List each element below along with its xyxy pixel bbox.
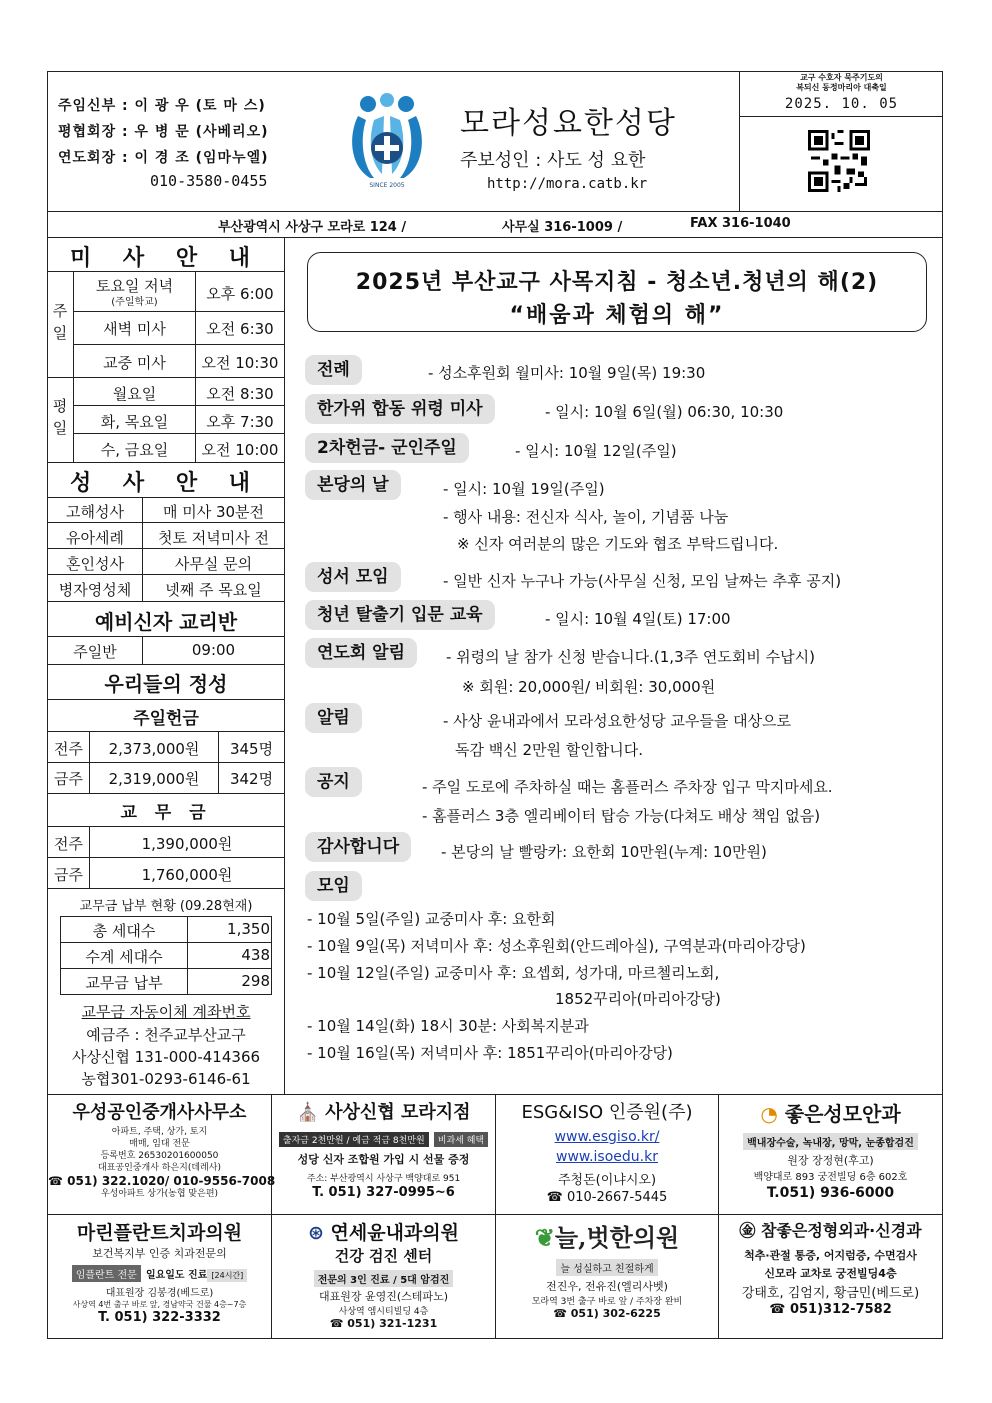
ad-phone: T.051) 936-6000 (766, 1185, 895, 1201)
tag-bible-study: 성서 모임 (305, 562, 401, 592)
divider (47, 548, 284, 549)
parish-fee-heading: 교 무 금 (120, 803, 212, 823)
notice-line: - 일시: 10월 4일(토) 17:00 (545, 610, 731, 628)
mass-time: 오전 6:30 (206, 320, 274, 338)
divider (47, 699, 284, 700)
meeting-line: - 10월 16일(목) 저녁미사 후: 1851꾸리아(마리아강당) (307, 1044, 673, 1062)
office-phone: 사무실 316-1009 / (502, 220, 623, 235)
account-holder: 예금주 : 천주교부산교구 (86, 1026, 246, 1044)
church-address: 부산광역시 사상구 모라로 124 / (218, 220, 407, 235)
ad-title: 좋은성모안과 (784, 1102, 901, 1126)
divider (47, 731, 284, 732)
parish-fee-amount: 1,760,000원 (141, 866, 233, 884)
ad-line: 신모라 교차로 궁전빌딩4층 (764, 1267, 897, 1280)
divider (73, 405, 284, 406)
parish-fee-amount: 1,390,000원 (141, 835, 233, 853)
ad-internal-clinic[interactable] (272, 1218, 495, 1330)
ad-line: [24시간] (207, 1269, 247, 1282)
tag-parish-day: 본당의 날 (305, 470, 401, 500)
tag-notice: 공지 (305, 767, 362, 797)
mass-name: 토요일 저녁 (95, 277, 174, 295)
ad-line: 아파트, 주택, 상가, 토지 (111, 1127, 208, 1137)
ad-line: 일요일도 진료 (145, 1270, 208, 1281)
mass-subname: (주일학교) (111, 297, 158, 308)
ad-phone: ☎ 051)312-7582 (769, 1302, 892, 1317)
pastor-name: 주임신부 : 이 광 우 (토 마 스) (58, 98, 266, 114)
divider (47, 636, 284, 637)
fax-number: FAX 316-1040 (690, 216, 791, 231)
ad-subtitle: 건강 검진 센터 (334, 1247, 433, 1265)
ad-orthopedic[interactable] (719, 1218, 942, 1317)
divider (60, 968, 272, 969)
ad-phone: ☎ 010-2667-5445 (546, 1190, 668, 1205)
divider (47, 211, 943, 212)
ad-link[interactable]: www.esgiso.kr/ (554, 1129, 660, 1145)
ad-phone: T. 051) 322-3332 (98, 1310, 221, 1325)
transfer-heading: 교무금 자동이체 계좌번호 (81, 1003, 251, 1021)
ad-line: 강태호, 김엄지, 황금민(베드로) (741, 1286, 920, 1301)
notice-line: - 일시: 10월 12일(주일) (515, 442, 677, 460)
sacrament-value: 사무실 문의 (174, 555, 253, 573)
notice-line: ※ 회원: 20,000원/ 비회원: 30,000원 (462, 678, 716, 696)
notice-line: - 주일 도로에 주차하실 때는 홈플러스 주차장 입구 막지마세요. (422, 778, 833, 796)
sacrament-name: 유아세례 (66, 529, 124, 547)
notice-line: ※ 신자 여러분의 많은 기도와 협조 부탁드립니다. (457, 535, 779, 553)
tag-announcement: 알림 (305, 703, 362, 733)
meeting-line: 1852꾸리아(마리아강당) (555, 990, 721, 1008)
ad-line: 전진우, 전유진(엘리사벳) (546, 1280, 668, 1293)
divider (47, 271, 284, 272)
ad-line: 주소: 부산광역시 사상구 백양대로 951 (306, 1174, 461, 1184)
credit-union-logo-icon: ⛪ (296, 1102, 319, 1123)
ad-line: 보건복지부 인증 치과전문의 (92, 1247, 227, 1260)
ad-line: 매매, 임대 전문 (129, 1139, 190, 1149)
ad-eye-clinic[interactable] (719, 1098, 942, 1201)
mass-time: 오전 8:30 (206, 385, 274, 403)
notice-line: 독감 백신 2만원 할인합니다. (455, 741, 644, 759)
divider (739, 116, 943, 117)
leaf-logo-icon: ❦ (534, 1223, 555, 1252)
account-number: 농협301-0293-6146-61 (81, 1070, 251, 1088)
ad-line: 우성아파트 상가(농협 맞은편) (100, 1189, 219, 1199)
ad-line: 척추·관절 통증, 어지럼증, 수면검사 (744, 1249, 917, 1262)
meeting-line: - 10월 14일(화) 18시 30분: 사회복지분과 (307, 1017, 589, 1035)
ad-realestate[interactable] (48, 1098, 276, 1200)
mass-name: 수, 금요일 (100, 441, 169, 459)
notice-line: - 홈플러스 3층 엘리베이터 탑승 가능(다쳐도 배상 책임 없음) (422, 807, 821, 825)
ad-line: 사상역 4번 출구 바로 앞, 경남약국 건물 4층~7층 (72, 1300, 247, 1309)
divider (47, 497, 284, 498)
ad-title: 마린플란트치과의원 (76, 1222, 243, 1244)
mass-time: 오후 7:30 (206, 413, 274, 431)
orthopedic-logo-icon: ㊎ (739, 1221, 756, 1240)
offering-heading: 우리들의 정성 (104, 672, 228, 696)
payment-status-heading: 교무금 납부 현황 (09.28현재) (79, 899, 253, 914)
ad-link[interactable]: www.isoedu.kr (556, 1149, 658, 1165)
website-link[interactable]: http://mora.catb.kr (487, 176, 648, 192)
ad-line: 출자금 2천만원 / 예금 적금 8천만원 (279, 1132, 429, 1147)
ad-title: ESG&ISO 인증원(주) (521, 1102, 693, 1123)
divider (47, 664, 284, 665)
sacrament-name: 병자영성체 (58, 581, 132, 599)
offering-amount: 2,319,000원 (108, 770, 200, 788)
sacraments-heading: 성 사 안 내 (70, 471, 262, 496)
divider (284, 237, 285, 1094)
notice-line: - 일반 신자 누구나 가능(사무실 신청, 모임 날짜는 추후 공지) (443, 572, 842, 590)
council-president: 평협회장 : 우 병 문 (사베리오) (58, 124, 269, 140)
divider (60, 942, 272, 943)
mass-time: 오전 10:30 (201, 354, 279, 372)
catechumen-time: 09:00 (191, 641, 236, 659)
ad-line: 주청돈(이냐시오) (557, 1173, 657, 1188)
weekday-label: 평 일 (52, 397, 68, 437)
meeting-line: - 10월 9일(목) 저녁미사 후: 성소후원회(안드레아실), 구역분과(마리아강당) (307, 937, 806, 955)
divider (47, 826, 284, 827)
ad-oriental-clinic[interactable] (496, 1218, 718, 1320)
notice-line: - 일시: 10월 19일(주일) (443, 480, 605, 498)
ad-line: 백내장수술, 녹내장, 망막, 눈종합검진 (743, 1133, 918, 1150)
mass-name: 화, 목요일 (100, 413, 169, 431)
eye-clinic-logo-icon: ◔ (760, 1102, 778, 1126)
mass-name: 교중 미사 (103, 354, 166, 372)
tag-youth-education: 청년 탈출기 입문 교육 (305, 600, 495, 630)
ad-phone: ☎ 051) 302-6225 (553, 1307, 661, 1320)
mass-name: 월요일 (112, 385, 157, 403)
status-label: 수계 세대수 (85, 948, 163, 966)
ad-line: 대표원장 윤영진(스테파노) (319, 1290, 448, 1303)
ad-line: 대표공인중개사 하은지(데레사) (98, 1163, 221, 1173)
sacrament-name: 혼인성사 (66, 555, 124, 573)
mass-time: 오전 10:00 (201, 441, 279, 459)
mass-heading: 미 사 안 내 (70, 246, 262, 271)
mass-time: 오후 6:00 (206, 285, 274, 303)
notice-line: - 일시: 10월 6일(월) 06:30, 10:30 (545, 403, 784, 421)
status-value: 438 (241, 946, 270, 964)
divider (47, 377, 284, 378)
sunday-offering-heading: 주일헌금 (133, 709, 199, 729)
bulletin-date: 2025. 10. 05 (784, 96, 899, 112)
svg-text:SINCE 2005: SINCE 2005 (369, 182, 405, 189)
ad-line: 늘 성실하고 친절하게 (556, 1259, 657, 1276)
divider (73, 344, 284, 345)
ad-dental[interactable] (48, 1218, 271, 1325)
sacrament-value: 첫토 저녁미사 전 (158, 529, 269, 547)
divider (47, 574, 284, 575)
qr-code-icon[interactable] (808, 130, 870, 192)
catechumen-heading: 예비신자 교리반 (94, 610, 238, 634)
notice-line: - 사상 윤내과에서 모라성요한성당 교우들을 대상으로 (443, 712, 792, 730)
ad-title: 늘,벗한의원 (554, 1223, 680, 1252)
divider (47, 762, 284, 763)
tag-liturgy: 전례 (305, 355, 362, 385)
ad-badge: 임플란트 전문 (72, 1265, 141, 1282)
notice-line: - 행사 내용: 전신자 식사, 놀이, 기념품 나눔 (443, 508, 729, 526)
pastoral-subtitle: “배움과 체험의 해” (509, 303, 725, 328)
divider (47, 462, 284, 463)
ad-phone: T. 051) 327-0995~6 (312, 1185, 455, 1200)
divider (47, 522, 284, 523)
church-logo-icon (344, 86, 430, 192)
notice-line: - 성소후원회 월미사: 10월 9일(목) 19:30 (428, 364, 706, 382)
divider (73, 433, 284, 434)
sacrament-value: 넷째 주 목요일 (165, 581, 262, 599)
ad-line: 모라역 3번 출구 바로 앞 / 주차장 완비 (531, 1297, 683, 1307)
parish-fee-week: 전주 (54, 835, 83, 853)
ad-line: 원장 장정현(후고) (787, 1154, 874, 1167)
ad-phone: ☎ 051) 321-1231 (329, 1317, 438, 1330)
ad-esg[interactable] (496, 1098, 718, 1205)
tag-senior-notice: 연도회 알림 (305, 638, 417, 668)
feast-note (740, 73, 943, 93)
tag-thanks: 감사합니다 (305, 832, 411, 862)
ad-line: 성당 신자 조합원 가입 시 선물 증정 (297, 1153, 470, 1166)
offering-count: 345명 (229, 740, 274, 758)
sacrament-value: 매 미사 30분전 (162, 503, 265, 521)
ad-line: 전문의 3인 진료 / 5대 암검진 (314, 1270, 454, 1287)
ad-line: 등록번호 26530201600050 (100, 1151, 219, 1161)
offering-week: 전주 (54, 740, 83, 758)
divider (47, 601, 284, 602)
feast-line: 교구 수호자 묵주기도의 (800, 73, 883, 82)
meeting-line: - 10월 5일(주일) 교중미사 후: 요한회 (307, 910, 556, 928)
senior-president: 연도회장 : 이 경 조 (임마누엘) (58, 150, 269, 166)
divider (47, 857, 284, 858)
status-label: 교무금 납부 (85, 974, 163, 992)
tag-meetings: 모임 (305, 871, 362, 901)
sacrament-name: 고해성사 (66, 503, 124, 521)
ad-credit-union[interactable] (272, 1098, 495, 1200)
account-number: 사상신협 131-000-414366 (71, 1048, 261, 1066)
offering-week: 금주 (54, 770, 83, 788)
church-name: 모라성요한성당 (460, 106, 677, 141)
tag-second-collection: 2차헌금- 군인주일 (305, 433, 469, 463)
notice-line: - 위령의 날 참가 신청 받습니다.(1,3주 연도회비 수납시) (446, 648, 815, 666)
pastoral-title: 2025년 부산교구 사목지침 - 청소년.청년의 해(2) (355, 270, 879, 295)
ad-line: 백양대로 893 궁전빌딩 6층 602호 (753, 1172, 908, 1183)
status-value: 1,350 (227, 920, 270, 938)
divider (73, 311, 284, 312)
mass-name: 새벽 미사 (103, 320, 166, 338)
offering-amount: 2,373,000원 (108, 740, 200, 758)
patron-saint: 주보성인 : 사도 성 요한 (460, 150, 646, 171)
ad-badge: 비과세 혜택 (434, 1132, 488, 1147)
feast-line: 복되신 동정마리아 대축일 (796, 83, 887, 92)
ad-line: 사상역 엠시티빌딩 4층 (338, 1307, 429, 1317)
status-label: 총 세대수 (92, 922, 156, 940)
yonsei-logo-icon: ⊛ (307, 1222, 324, 1244)
ad-line: 대표원장 김봉경(베드로) (105, 1288, 214, 1299)
ad-title: 우성공인중개사사무소 (72, 1102, 247, 1123)
ad-title: 참좋은정형외과·신경과 (760, 1221, 922, 1240)
ad-title: 연세윤내과의원 (330, 1222, 460, 1244)
tag-memorial-mass: 한가위 합동 위령 미사 (305, 394, 495, 424)
divider (47, 793, 284, 794)
notice-line: - 본당의 날 빨랑카: 요한회 10만원(누계: 10만원) (441, 843, 767, 861)
offering-count: 342명 (229, 770, 274, 788)
senior-phone: 010-3580-0455 (150, 172, 268, 190)
meeting-line: - 10월 12일(주일) 교중미사 후: 요셉회, 성가대, 마르첼리노회, (307, 964, 720, 982)
catechumen-class: 주일반 (73, 643, 117, 661)
divider (47, 237, 943, 238)
sunday-label: 주 일 (52, 302, 68, 342)
parish-fee-week: 금주 (54, 866, 83, 884)
divider (47, 888, 284, 889)
status-value: 298 (241, 972, 270, 990)
ad-title: 사상신협 모라지점 (325, 1102, 471, 1123)
ad-phone: ☎ 051) 322.1020/ 010-9556-7008 (48, 1174, 276, 1188)
